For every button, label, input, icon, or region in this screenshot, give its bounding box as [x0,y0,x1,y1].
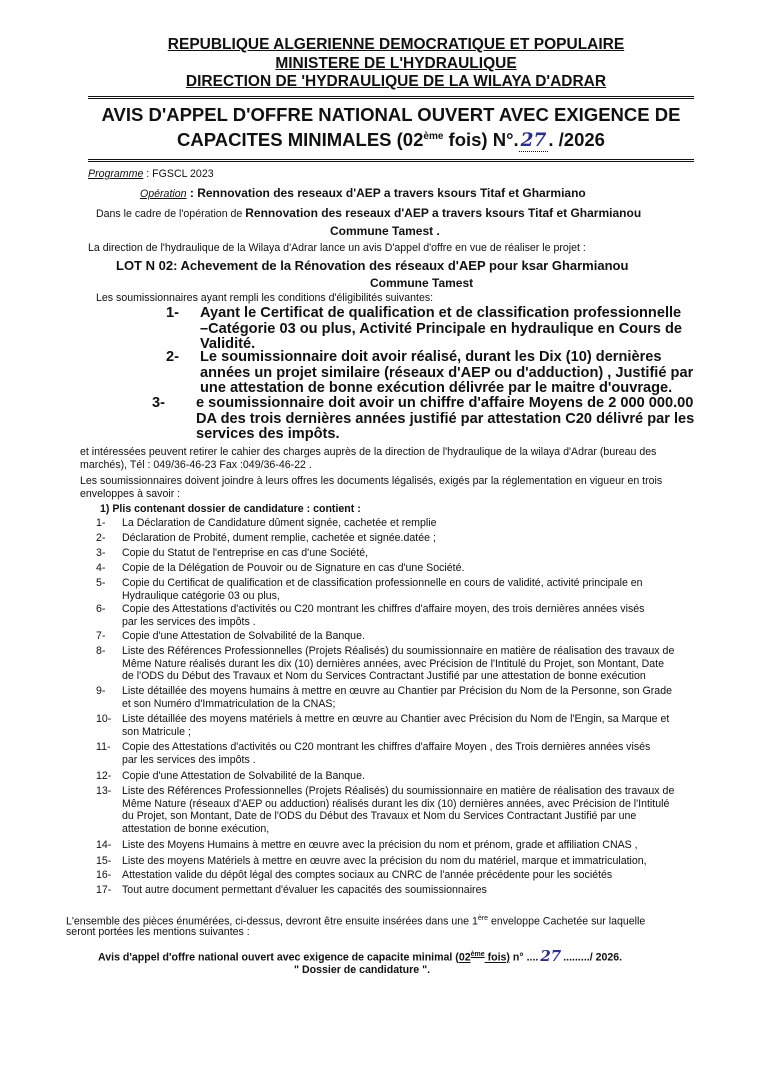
item-line: du Projet, son Montant, Date de l'ODS du Début des Travaux et Nom du Services Contractant Justifié par une [122,810,637,823]
cadre-value: Rennovation des reseaux d'AEP a travers ksours Titaf et Gharmianou [245,206,642,220]
operation-value: : Rennovation des reseaux d'AEP a travers ksours Titaf et Gharmiano [186,186,586,200]
cadre-prefix: Dans le cadre de l'opération de [96,208,246,220]
item-number: 14- [96,839,112,851]
item-line: Liste détaillée des moyens matériels à mettre en œuvre au Chantier avec Précision du Nom de l'Engin, sa Marque et [122,713,670,725]
closing-sup: ère [477,915,489,922]
item-line: Même Nature réalisés durant les dix (10) dernières années, avec Précision de l'Intitulé du Projet, son Montant, Date [122,657,664,670]
item-number: 7- [96,630,106,642]
mention-underlined-b: fois) [484,951,510,964]
programme-label: Programme [88,168,144,180]
dossier-title: 1) Plis contenant dossier de candidature : contient : [100,503,361,515]
item-number: 2- [96,532,106,544]
mention-part-a: Avis d'appel d'offre national ouvert avec exigence de capacite minimal ( [98,951,459,964]
item-number: 12- [96,770,112,782]
lot-line-2: Commune Tamest [370,276,474,290]
mention-part-c: ........./ 2026. [563,951,623,964]
item-number: 1- [96,517,106,529]
item-number: 8- [96,645,106,657]
title-box [88,96,694,162]
item-line: Copie du Statut de l'entreprise en cas d'une Société, [122,547,369,559]
item-line: Copie d'une Attestation de Solvabilité de la Banque. [122,630,365,642]
item-line: Tout autre document permettant d'évaluer les capacités des soumissionnaires [122,884,487,896]
condition-line: Validité. [200,336,256,353]
item-line: Hydraulique catégorie 03 ou plus, [122,589,280,602]
condition-number: 3- [152,395,165,411]
item-line: Copie de la Délégation de Pouvoir ou de Signature en cas d'une Société. [122,562,465,574]
title-part-a: CAPACITES MINIMALES (02 [177,129,424,151]
item-line: Copie des Attestations d'activités ou C20 montrant les chiffres d'affaire moyen, des trois dernières années visés [122,603,645,615]
condition-line: Le soumissionnaire doit avoir réalisé, durant les Dix (10) dernières [200,349,662,365]
item-line: attestation de bonne exécution, [122,822,270,835]
mention-underlined-a: 02 [458,951,471,964]
item-line: Copie des Attestations d'activités ou C20 montrant les chiffres d'affaire Moyen , des Trois dernières années visés [122,741,651,753]
condition-number: 1- [166,305,179,321]
retrait-line-1: et intéressées peuvent retirer le cahier des charges auprès de la direction de l'hydraulique de la wilaya d'Adrar (bureau des [80,446,657,458]
condition-line: Ayant le Certificat de qualification et de classification professionnelle [200,305,682,321]
header-republic: REPUBLIQUE ALGERIENNE DEMOCRATIQUE ET POPULAIRE [167,36,625,53]
condition-number: 2- [166,349,179,365]
item-line: Liste des moyens Matériels à mettre en œuvre avec la précision du nom du matériel, marque et immatriculation, [122,855,647,867]
programme-line [88,168,214,181]
item-number: 16- [96,869,112,881]
operation-line [140,186,586,201]
title-part-b: fois) N°. [443,129,519,151]
eligibility-intro: Les soumissionnaires ayant rempli les conditions d'éligibilités suivantes: [96,292,434,304]
operation-label: Opération [140,188,187,200]
item-line: de l'ODS du Début des Travaux et Nom du Services Contractant Justifié par une attestation de bonne exécution [122,670,646,683]
condition-line: années un projet similaire (réseaux d'AEP ou d'adduction) , Justifié par [200,364,694,381]
item-number: 11- [96,741,111,753]
item-line: Liste des Références Professionnelles (Projets Réalisés) du soumissionnaire en matière de réalisation des travaux de [122,785,675,797]
item-number: 15- [96,855,112,867]
condition-line: e soumissionnaire doit avoir un chiffre d'affaire Moyens de 2 000 000.00 [196,395,694,411]
intro-line: La direction de l'hydraulique de la Wilaya d'Adrar lance un avis D'appel d'offre en vue de réaliser le projet : [88,242,586,254]
condition-line: –Catégorie 03 ou plus, Activité Principale en hydraulique en Cours de [200,320,682,337]
mention-part-b: n° .... [509,951,539,964]
item-number: 4- [96,562,106,574]
title-sup: ème [423,131,444,142]
item-line: Copie d'une Attestation de Solvabilité de la Banque. [122,770,365,782]
item-line: Liste des Moyens Humains à mettre en œuvre avec la précision du nom et prénom, grade et affiliation CNAS , [122,839,638,851]
header-ministry: MINISTERE DE L'HYDRAULIQUE [275,55,517,72]
item-line: Attestation valide du dépôt légal des comptes sociaux au CNRC de l'année précédente pour les sociétés [122,869,613,881]
mention-sup: ème [470,951,485,958]
item-line: par les services des impôts . [122,753,256,766]
handwritten-number-2: 27 [540,946,562,965]
docs-intro-line-2: enveloppes à savoir : [80,488,181,500]
item-line: Liste détaillée des moyens humains à mettre en œuvre au Chantier par Précision du Nom de la Personne, son Grade [122,685,672,697]
item-number: 13- [96,785,112,797]
item-number: 5- [96,577,106,589]
docs-intro-line-1: Les soumissionnaires doivent joindre à leurs offres les documents légalisés, exigés par la réglementation en vigueur en trois [80,475,663,487]
item-line: et son Numéro d'Immatriculation de la CNAS; [122,697,336,710]
item-number: 10- [96,713,112,725]
programme-value: : FGSCL 2023 [143,168,214,180]
condition-line: une attestation de bonne exécution délivrée par le maitre d'ouvrage. [200,380,673,397]
item-line: Liste des Références Professionnelles (Projets Réalisés) du soumissionnaire en matière de réalisation des travaux de [122,645,675,657]
cadre-commune: Commune Tamest . [330,224,440,238]
item-line: Copie du Certificat de qualification et de classification professionnelle en cours de validité, activité principale en [122,577,643,589]
item-number: 17- [96,884,112,896]
cadre-line [96,206,641,221]
item-line: La Déclaration de Candidature dûment signée, cachetée et remplie [122,517,437,529]
handwritten-number: 27 [520,130,547,152]
item-number: 6- [96,603,106,615]
item-number: 3- [96,547,106,559]
closing-line-2: seront portées les mentions suivantes : [66,926,250,938]
mention-line-2: " Dossier de candidature ". [294,964,431,976]
mention-line [98,948,622,965]
title-line-2 [88,127,694,151]
retrait-line-2: marchés), Tél : 049/36-46-23 Fax :049/36-46-22 . [80,459,312,471]
lot-line-1: LOT N 02: Achevement de la Rénovation des réseaux d'AEP pour ksar Gharmianou [116,258,629,273]
item-line: Déclaration de Probité, dument remplie, cachetée et signée.datée ; [122,532,436,544]
title-part-c: . /2026 [548,129,605,151]
title-line-1: AVIS D'APPEL D'OFFRE NATIONAL OUVERT AVEC EXIGENCE DE [101,104,681,125]
header-direction: DIRECTION DE 'HYDRAULIQUE DE LA WILAYA D'ADRAR [185,73,607,90]
item-line: son Matricule ; [122,725,191,738]
item-line: par les services des impôts . [122,615,256,628]
closing-part-a: L'ensemble des pièces énumérées, ci-dessus, devront être ensuite insérées dans une 1 [66,915,478,928]
condition-line: services des impôts. [196,426,340,443]
item-line: Même Nature (réseaux d'AEP ou adduction) réalisés durant les dix (10) dernières années, avec Précision de l'Intitulé [122,797,670,810]
closing-part-b: enveloppe Cachetée sur laquelle [488,915,646,928]
item-number: 9- [96,685,106,697]
condition-line: DA des trois dernières années justifié par attestation C20 délivré par les [196,410,695,427]
